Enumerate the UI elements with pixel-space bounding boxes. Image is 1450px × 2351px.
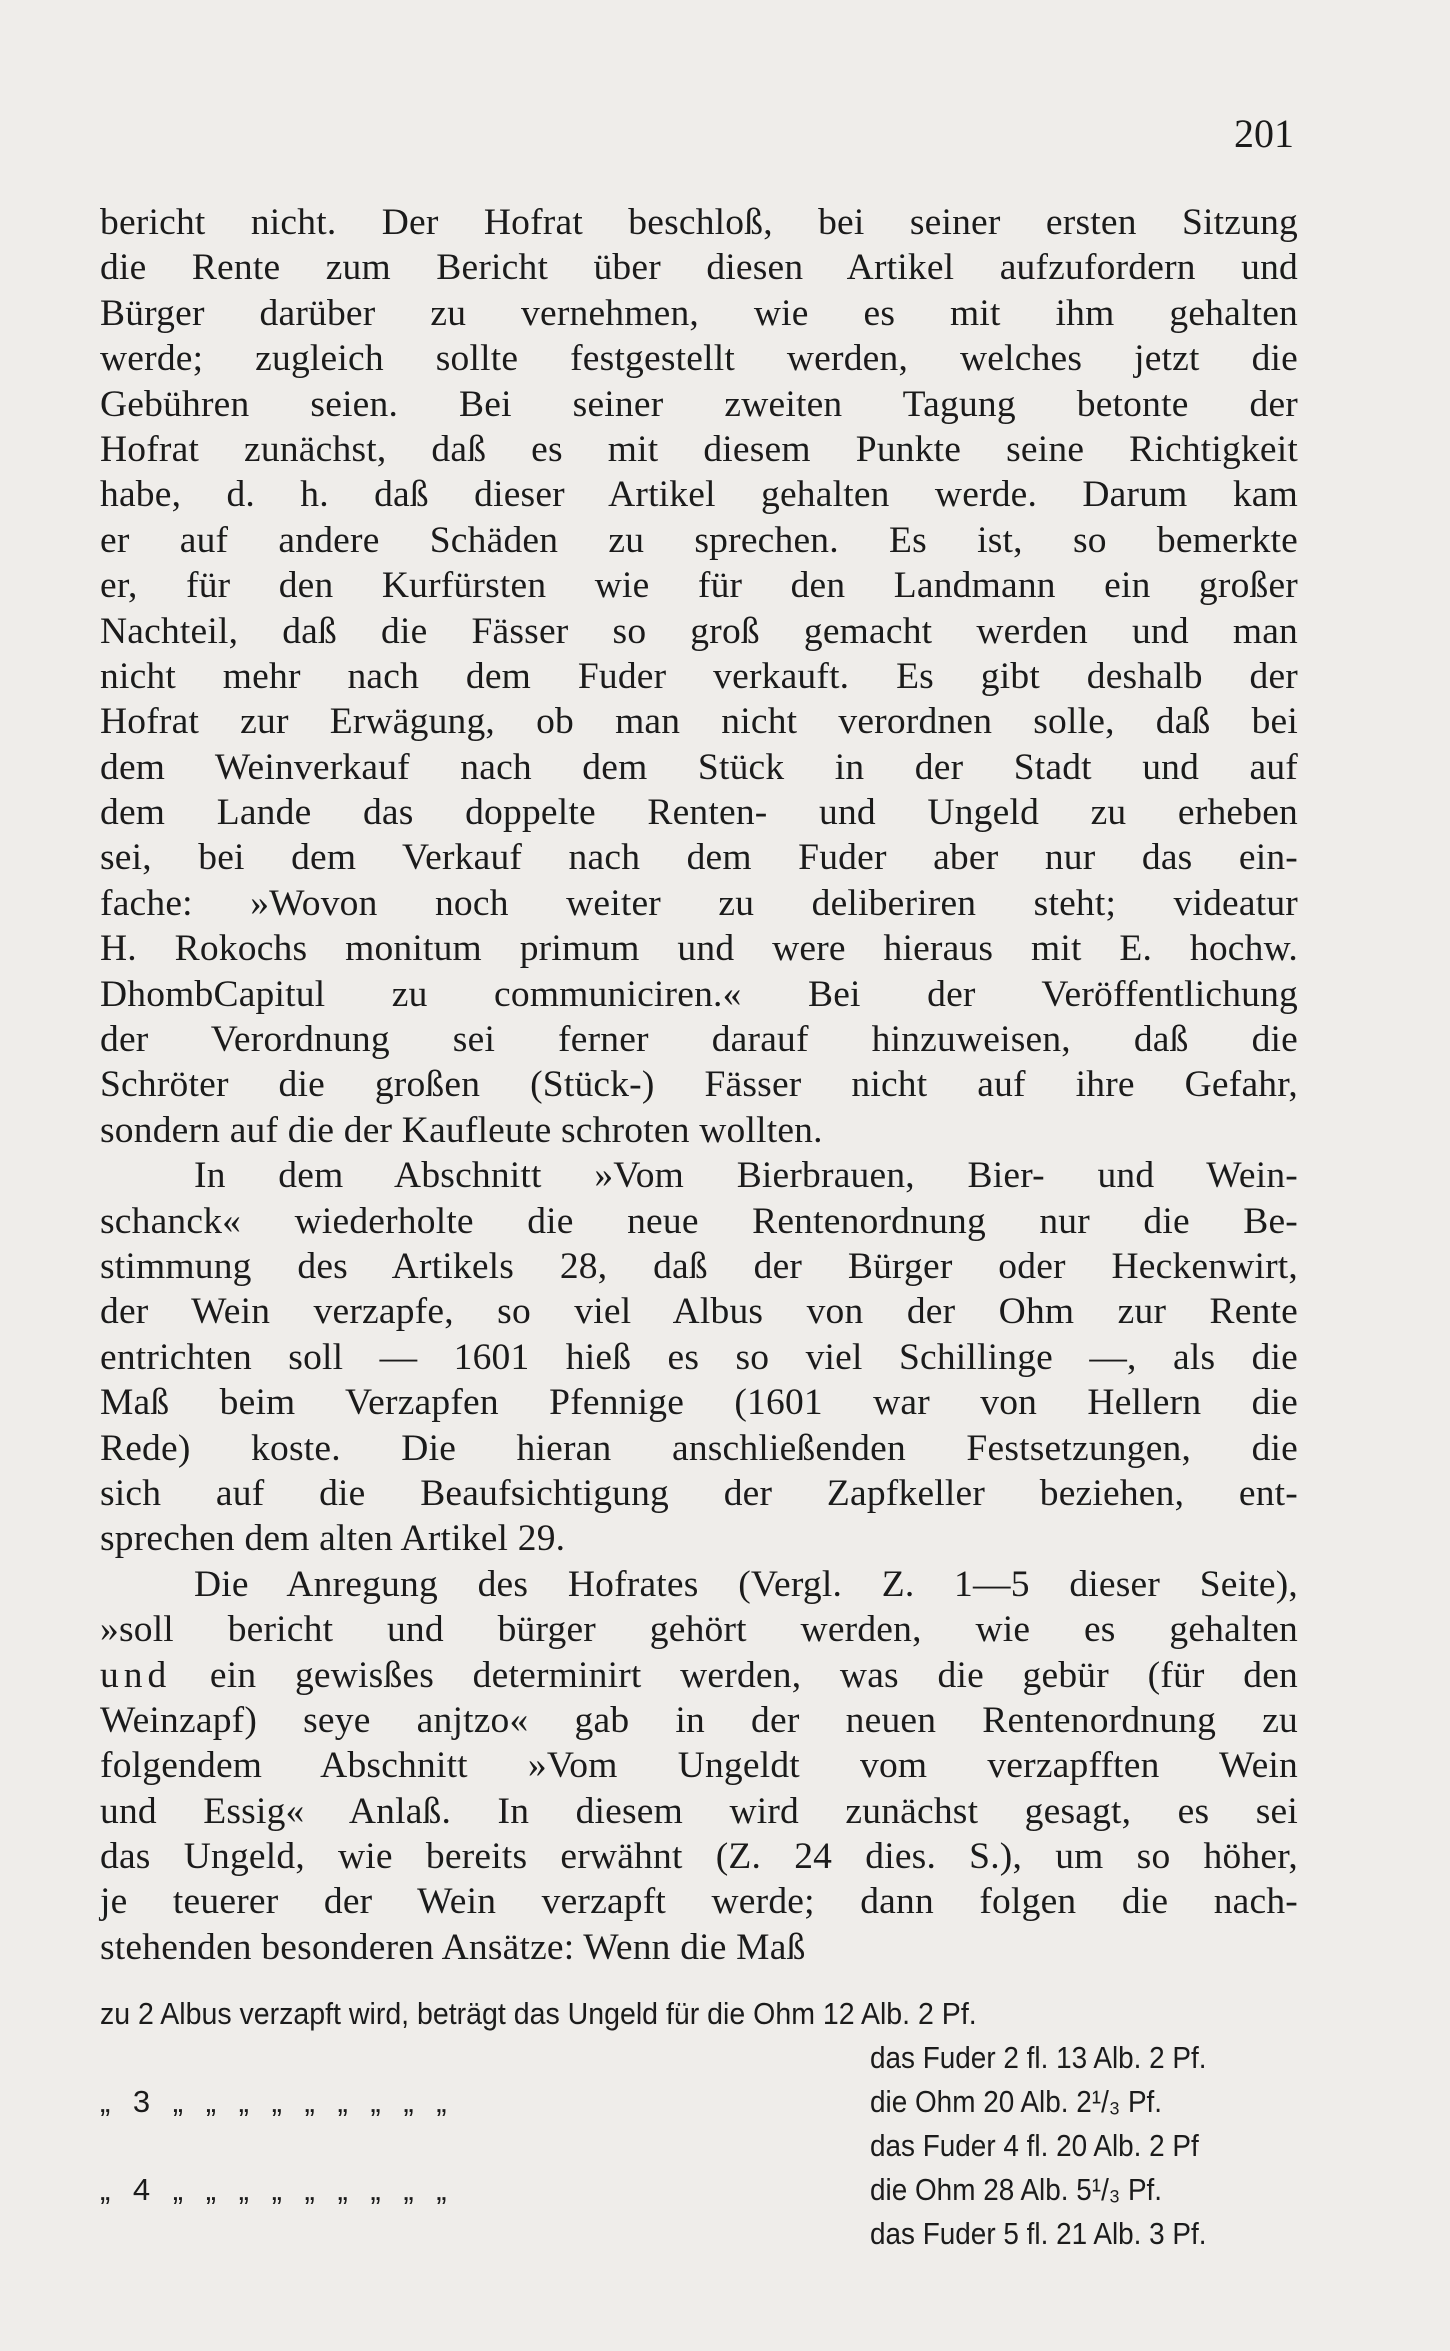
text-line [100,790,1298,835]
text-line [100,1925,1298,1970]
text-line [100,654,1298,699]
text-line-content: nicht mehr nach dem Fuder verkauft. Es gibt deshalb der [100,655,1298,697]
text-line-content: sondern auf die der Kaufleute schroten wollten. [100,1109,823,1151]
text-line-content: ein gewisßes determinirt werden, was die gebür (für den [171,1654,1298,1696]
text-line [100,835,1298,880]
text-line [100,472,1298,517]
tariff-row [100,2168,1298,2212]
text-line [100,1879,1298,1924]
text-line-content: die Rente zum Bericht über diesen Artikel aufzufordern und [100,247,1298,289]
text-line-content: H. Rokochs monitum primum und were hieraus mit E. hochw. [100,928,1298,970]
text-line-content: DhombCapitul zu communiciren.« Bei der Veröffentlichung [100,973,1298,1015]
tariff-row-value: das Fuder 4 fl. 20 Alb. 2 Pf [870,2128,1199,2163]
tariff-row [100,2212,1298,2256]
text-line [100,382,1298,427]
text-line-content: entrichten soll — 1601 hieß es so viel Schillinge —, als die [100,1336,1298,1378]
tariff-row [100,2080,1298,2124]
text-line [100,1108,1298,1153]
text-line [100,245,1298,290]
text-line [100,1426,1298,1471]
text-line [100,1789,1298,1834]
text-line [100,972,1298,1017]
tariff-row [100,2036,1298,2080]
text-line-content: er, für den Kurfürsten wie für den Landmann ein großer [100,565,1298,607]
text-line-content: In dem Abschnitt »Vom Bierbrauen, Bier- und Wein- [194,1155,1298,1197]
text-line [100,1199,1298,1244]
text-line-content: Hofrat zur Erwägung, ob man nicht verordnen solle, daß bei [100,701,1298,743]
spaced-emphasis: und [100,1654,172,1696]
text-line-content: sei, bei dem Verkauf nach dem Fuder aber nur das ein- [100,837,1298,879]
body-text [100,200,1298,1970]
text-line [100,1743,1298,1788]
text-line [100,1653,1298,1698]
text-line-content: sich auf die Beaufsichtigung der Zapfkeller beziehen, ent- [100,1472,1298,1514]
text-line [100,881,1298,926]
text-line-content: Die Anregung des Hofrates (Vergl. Z. 1—5 dieser Seite), [194,1563,1298,1605]
text-line-content: dem Lande das doppelte Renten- und Ungeld zu erheben [100,792,1298,834]
text-line-content: Nachteil, daß die Fässer so groß gemacht werden und man [100,610,1298,652]
tariff-intro: zu 2 Albus verzapft wird, beträgt das Ungeld für die Ohm 12 Alb. 2 Pf. [100,1996,977,2031]
tariff-row [100,2124,1298,2168]
text-line-content: er auf andere Schäden zu sprechen. Es ist, so bemerkte [100,519,1298,561]
text-line-content: schanck« wiederholte die neue Rentenordnung nur die Be- [100,1200,1298,1242]
text-line-content: je teuerer der Wein verzapft werde; dann folgen die nach- [100,1881,1298,1923]
text-line [100,1335,1298,1380]
text-line-content: Weinzapf) seye anjtzo« gab in der neuen Rentenordnung zu [100,1699,1298,1741]
text-line-content: folgendem Abschnitt »Vom Ungeldt vom verzapfften Wein [100,1745,1298,1787]
tariff-row-value: das Fuder 2 fl. 13 Alb. 2 Pf. [870,2040,1207,2075]
text-line [100,745,1298,790]
text-line-content: das Ungeld, wie bereits erwähnt (Z. 24 dies. S.), um so höher, [100,1836,1298,1878]
tariff-row-value: die Ohm 28 Alb. 5¹/₃ Pf. [870,2172,1163,2207]
text-line [100,926,1298,971]
text-line-content: Maß beim Verzapfen Pfennige (1601 war von Hellern die [100,1382,1298,1424]
text-line [100,1698,1298,1743]
text-line [100,1062,1298,1107]
text-line-content: stimmung des Artikels 28, daß der Bürger oder Heckenwirt, [100,1245,1298,1287]
text-line-content: »soll bericht und bürger gehört werden, wie es gehalten [100,1609,1298,1651]
text-line-content: stehenden besonderen Ansätze: Wenn die Maß [100,1926,806,1968]
text-line [100,563,1298,608]
tariff-intro-row [100,1992,1298,2036]
tariff-row-label: „ 3 „ „ „ „ „ „ „ „ „ [100,2084,447,2119]
text-line-content: und Essig« Anlaß. In diesem wird zunächst gesagt, es sei [100,1790,1298,1832]
text-line [100,699,1298,744]
text-line [100,518,1298,563]
text-line [100,291,1298,336]
text-line-content: Hofrat zunächst, daß es mit diesem Punkte seine Richtigkeit [100,428,1298,470]
text-line-content: werde; zugleich sollte festgestellt werden, welches jetzt die [100,338,1298,380]
text-line [100,1834,1298,1879]
page-number: 201 [1234,111,1294,156]
text-line-content: Gebühren seien. Bei seiner zweiten Tagung betonte der [100,383,1298,425]
text-line [100,1516,1298,1561]
tariff-row-value: das Fuder 5 fl. 21 Alb. 3 Pf. [870,2216,1207,2251]
text-line-content: habe, d. h. daß dieser Artikel gehalten werde. Darum kam [100,474,1298,516]
text-line-content: Schröter die großen (Stück-) Fässer nicht auf ihre Gefahr, [100,1064,1298,1106]
tariff-table [100,1992,1298,2256]
text-line-content: der Verordnung sei ferner darauf hinzuweisen, daß die [100,1019,1298,1061]
text-line [100,1380,1298,1425]
text-line [100,427,1298,472]
text-line-content: Bürger darüber zu vernehmen, wie es mit ihm gehalten [100,292,1298,334]
tariff-row-value: die Ohm 20 Alb. 2¹/₃ Pf. [870,2084,1163,2119]
text-line [100,1244,1298,1289]
text-line [100,336,1298,381]
text-line-content: bericht nicht. Der Hofrat beschloß, bei seiner ersten Sitzung [100,202,1298,243]
text-line-content: fache: »Wovon noch weiter zu deliberiren steht; videatur [100,882,1298,924]
text-line-content: Rede) koste. Die hieran anschließenden Festsetzungen, die [100,1427,1298,1469]
text-line [100,1562,1298,1607]
text-line [100,1607,1298,1652]
text-line [100,200,1298,245]
tariff-row-label: „ 4 „ „ „ „ „ „ „ „ „ [100,2172,447,2207]
text-line-content: dem Weinverkauf nach dem Stück in der Stadt und auf [100,746,1298,788]
tariff-rows [100,2036,1298,2256]
text-line [100,1471,1298,1516]
text-line [100,609,1298,654]
text-line [100,1289,1298,1334]
text-line [100,1017,1298,1062]
text-line [100,1153,1298,1198]
text-line-content: sprechen dem alten Artikel 29. [100,1518,566,1560]
text-line-content: der Wein verzapfe, so viel Albus von der Ohm zur Rente [100,1291,1298,1333]
